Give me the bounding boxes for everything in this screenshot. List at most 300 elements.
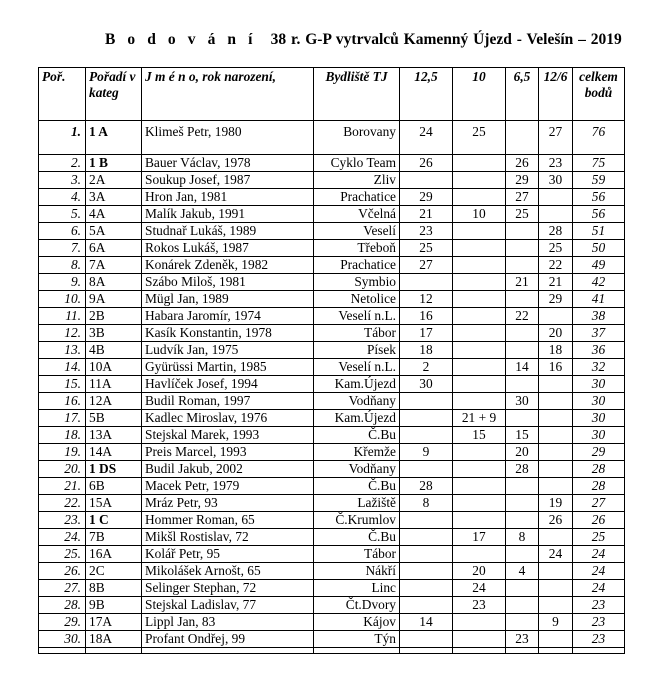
cell-race-6-5: 22 [506,308,539,325]
cell-celkem: 30 [573,427,625,444]
cell-celkem: 28 [573,478,625,495]
table-row [39,240,625,257]
cell-poradi: 9. [39,274,86,291]
cell-race-6-5 [506,512,539,529]
cell-poradi: 30. [39,631,86,648]
cell-poradi: 28. [39,597,86,614]
cell-jmeno: Ludvík Jan, 1975 [142,342,314,359]
cell-race-6-5: 28 [506,461,539,478]
cell-celkem: 30 [573,376,625,393]
cell-race-12-6: 19 [539,495,573,512]
cell-race-6-5: 4 [506,563,539,580]
cell-celkem: 56 [573,189,625,206]
cell-jmeno: Bauer Václav, 1978 [142,155,314,172]
cell-empty [314,648,400,654]
cell-bydliste: Písek [314,342,400,359]
table-row [39,444,625,461]
cell-race-10 [453,495,506,512]
cell-poradi-kat: 14A [86,444,142,461]
cell-celkem: 23 [573,631,625,648]
cell-poradi: 19. [39,444,86,461]
cell-celkem: 29 [573,444,625,461]
cell-poradi-kat: 6B [86,478,142,495]
cell-race-6-5 [506,546,539,563]
cell-poradi: 20. [39,461,86,478]
table-row [39,257,625,274]
cell-race-10: 10 [453,206,506,223]
cell-poradi-kat: 3A [86,189,142,206]
cell-celkem: 23 [573,597,625,614]
cell-race-12-6 [539,461,573,478]
cell-race-6-5: 14 [506,359,539,376]
cell-race-6-5 [506,478,539,495]
cell-poradi-kat: 18A [86,631,142,648]
cell-bydliste: Kam.Újezd [314,376,400,393]
cell-race-10 [453,308,506,325]
cell-celkem: 41 [573,291,625,308]
cell-bydliste: Č.Krumlov [314,512,400,529]
table-row [39,274,625,291]
cell-celkem: 42 [573,274,625,291]
cell-celkem: 24 [573,580,625,597]
cell-race-12-5 [400,427,453,444]
cell-poradi-kat: 1 A [86,121,142,155]
cell-race-12-5: 18 [400,342,453,359]
cell-race-6-5: 25 [506,206,539,223]
cell-celkem: 36 [573,342,625,359]
cell-race-12-5 [400,274,453,291]
cell-empty [400,648,453,654]
table-row [39,155,625,172]
cell-race-12-5 [400,461,453,478]
cell-poradi-kat: 7A [86,257,142,274]
cell-race-6-5 [506,257,539,274]
cell-race-12-5: 14 [400,614,453,631]
cell-jmeno: Konárek Zdeněk, 1982 [142,257,314,274]
cell-race-12-6: 23 [539,155,573,172]
cell-bydliste: Veselí n.L. [314,359,400,376]
cell-jmeno: Mráz Petr, 93 [142,495,314,512]
cell-jmeno: Mikolášek Arnošt, 65 [142,563,314,580]
cell-celkem: 28 [573,461,625,478]
table-row [39,580,625,597]
cell-race-10: 17 [453,529,506,546]
cell-empty [539,648,573,654]
cell-poradi: 2. [39,155,86,172]
cell-race-10 [453,444,506,461]
cell-jmeno: Stejskal Marek, 1993 [142,427,314,444]
cell-race-6-5: 30 [506,393,539,410]
cell-poradi: 5. [39,206,86,223]
cell-race-12-5: 21 [400,206,453,223]
cell-race-12-5 [400,410,453,427]
cell-race-12-6 [539,393,573,410]
cell-poradi: 29. [39,614,86,631]
cell-poradi-kat: 8B [86,580,142,597]
cell-jmeno: Stejskal Ladislav, 77 [142,597,314,614]
cell-poradi: 4. [39,189,86,206]
cell-poradi-kat: 1 B [86,155,142,172]
title-event-name: 38 r. G-P vytrvalců Kamenný Újezd - Velešín – 2019 [270,31,622,48]
cell-race-6-5 [506,614,539,631]
table-row [39,563,625,580]
header-jmeno: J m é n o, rok narození, [142,68,314,121]
cell-celkem: 49 [573,257,625,274]
cell-celkem: 23 [573,614,625,631]
cell-race-12-5: 28 [400,478,453,495]
cell-celkem: 59 [573,172,625,189]
cell-race-10: 24 [453,580,506,597]
cell-race-6-5 [506,495,539,512]
cell-celkem: 27 [573,495,625,512]
cell-race-10 [453,342,506,359]
cell-bydliste: Symbio [314,274,400,291]
cell-race-12-6: 16 [539,359,573,376]
header-race-12-5: 12,5 [400,68,453,121]
cell-race-10 [453,631,506,648]
cell-bydliste: Veselí n.L. [314,308,400,325]
cell-race-6-5: 26 [506,155,539,172]
cell-race-12-5 [400,529,453,546]
cell-bydliste: Linc [314,580,400,597]
cell-jmeno: Havlíček Josef, 1994 [142,376,314,393]
cell-poradi: 22. [39,495,86,512]
header-race-12-6: 12/6 [539,68,573,121]
document-title [105,31,622,49]
cell-race-12-6: 20 [539,325,573,342]
cell-celkem: 24 [573,563,625,580]
cell-race-10 [453,325,506,342]
cell-race-6-5: 23 [506,631,539,648]
cell-poradi-kat: 2A [86,172,142,189]
cell-bydliste: Tábor [314,546,400,563]
cell-poradi: 11. [39,308,86,325]
cell-celkem: 25 [573,529,625,546]
cell-bydliste: Třeboň [314,240,400,257]
cell-race-12-6: 21 [539,274,573,291]
cell-bydliste: Kájov [314,614,400,631]
cell-jmeno: Macek Petr, 1979 [142,478,314,495]
header-poradi-kat: Pořadí v kateg [86,68,142,121]
cell-race-12-6 [539,597,573,614]
cell-race-10 [453,240,506,257]
cell-race-10 [453,546,506,563]
cell-race-6-5 [506,410,539,427]
cell-poradi: 1. [39,121,86,155]
cell-bydliste: Prachatice [314,189,400,206]
cell-poradi: 13. [39,342,86,359]
cell-poradi: 7. [39,240,86,257]
cell-race-12-6: 28 [539,223,573,240]
cell-celkem: 50 [573,240,625,257]
cell-race-6-5: 8 [506,529,539,546]
cell-race-12-6 [539,189,573,206]
cell-race-6-5 [506,325,539,342]
cell-jmeno: Habara Jaromír, 1974 [142,308,314,325]
cell-race-10: 15 [453,427,506,444]
cell-race-6-5: 20 [506,444,539,461]
cell-race-6-5 [506,240,539,257]
table-row [39,189,625,206]
cell-jmeno: Rokos Lukáš, 1987 [142,240,314,257]
cell-poradi-kat: 15A [86,495,142,512]
cell-poradi: 3. [39,172,86,189]
cell-celkem: 26 [573,512,625,529]
cell-race-12-5: 8 [400,495,453,512]
table-row [39,427,625,444]
cell-poradi: 18. [39,427,86,444]
table-row [39,410,625,427]
title-scoring-word: B o d o v á n í [105,31,257,48]
cell-race-6-5: 21 [506,274,539,291]
cell-poradi: 14. [39,359,86,376]
cell-race-12-6: 26 [539,512,573,529]
cell-jmeno: Studnař Lukáš, 1989 [142,223,314,240]
cell-bydliste: Č.Bu [314,478,400,495]
cell-race-12-6 [539,444,573,461]
cell-race-12-5 [400,597,453,614]
cell-bydliste: Netolice [314,291,400,308]
cell-race-6-5 [506,223,539,240]
cell-poradi-kat: 5B [86,410,142,427]
cell-race-10 [453,223,506,240]
cell-poradi: 12. [39,325,86,342]
table-row [39,308,625,325]
table-row [39,206,625,223]
table-row [39,631,625,648]
cell-poradi-kat: 13A [86,427,142,444]
cell-race-12-6: 25 [539,240,573,257]
cell-race-10 [453,512,506,529]
cell-race-10 [453,257,506,274]
cell-race-6-5 [506,597,539,614]
cell-jmeno: Szábo Miloš, 1981 [142,274,314,291]
results-table [38,67,625,654]
cell-empty [86,648,142,654]
cell-bydliste: Cyklo Team [314,155,400,172]
header-poradi: Poř. [39,68,86,121]
cell-race-12-5: 23 [400,223,453,240]
cell-bydliste: Nákří [314,563,400,580]
table-row [39,546,625,563]
cell-poradi-kat: 9A [86,291,142,308]
cell-jmeno: Profant Ondřej, 99 [142,631,314,648]
cell-race-10 [453,291,506,308]
cell-race-12-5: 25 [400,240,453,257]
cell-poradi-kat: 17A [86,614,142,631]
cell-poradi-kat: 1 C [86,512,142,529]
table-row [39,597,625,614]
cell-race-12-5: 2 [400,359,453,376]
cell-bydliste: Č.Bu [314,529,400,546]
cell-race-12-6 [539,376,573,393]
cell-celkem: 30 [573,410,625,427]
cell-race-6-5 [506,376,539,393]
cell-race-6-5 [506,291,539,308]
cell-race-12-5: 29 [400,189,453,206]
cell-jmeno: Gyürüssi Martin, 1985 [142,359,314,376]
cell-race-12-5: 9 [400,444,453,461]
cell-poradi-kat: 1 DS [86,461,142,478]
cell-jmeno: Malík Jakub, 1991 [142,206,314,223]
cell-jmeno: Preis Marcel, 1993 [142,444,314,461]
results-body [39,121,625,654]
header-celkem: celkem bodů [573,68,625,121]
cell-poradi: 26. [39,563,86,580]
table-row [39,512,625,529]
cell-race-6-5: 29 [506,172,539,189]
cell-poradi: 23. [39,512,86,529]
cell-race-6-5: 15 [506,427,539,444]
cell-race-12-6 [539,308,573,325]
table-row [39,529,625,546]
cell-poradi: 8. [39,257,86,274]
cell-empty [142,648,314,654]
cell-bydliste: Lažiště [314,495,400,512]
cell-race-12-5 [400,546,453,563]
cell-poradi-kat: 4B [86,342,142,359]
cell-poradi-kat: 8A [86,274,142,291]
cell-race-10 [453,461,506,478]
cell-race-12-5: 12 [400,291,453,308]
cell-race-10 [453,614,506,631]
cell-race-12-6: 18 [539,342,573,359]
cell-race-12-6 [539,563,573,580]
cell-race-12-6: 9 [539,614,573,631]
cell-poradi-kat: 3B [86,325,142,342]
cell-race-12-6: 27 [539,121,573,155]
header-bydliste: Bydliště TJ [314,68,400,121]
cell-race-10 [453,359,506,376]
cell-jmeno: Budil Roman, 1997 [142,393,314,410]
cell-poradi: 15. [39,376,86,393]
cell-race-12-5: 30 [400,376,453,393]
cell-celkem: 38 [573,308,625,325]
cell-poradi: 17. [39,410,86,427]
table-header-row [39,68,625,121]
cell-race-10 [453,155,506,172]
cell-race-10 [453,376,506,393]
cell-celkem: 32 [573,359,625,376]
cell-jmeno: Lippl Jan, 83 [142,614,314,631]
cell-celkem: 24 [573,546,625,563]
cell-jmeno: Budil Jakub, 2002 [142,461,314,478]
cell-jmeno: Hommer Roman, 65 [142,512,314,529]
cell-race-10: 25 [453,121,506,155]
cell-race-10: 20 [453,563,506,580]
table-row-cropped [39,648,625,654]
cell-jmeno: Mügl Jan, 1989 [142,291,314,308]
cell-bydliste: Křemže [314,444,400,461]
cell-race-12-5: 17 [400,325,453,342]
cell-jmeno: Mikšl Rostislav, 72 [142,529,314,546]
cell-bydliste: Č.Bu [314,427,400,444]
cell-poradi-kat: 11A [86,376,142,393]
cell-race-10 [453,189,506,206]
table-row [39,376,625,393]
cell-jmeno: Klimeš Petr, 1980 [142,121,314,155]
cell-race-12-6 [539,580,573,597]
cell-race-10 [453,393,506,410]
cell-celkem: 56 [573,206,625,223]
cell-race-12-6: 29 [539,291,573,308]
cell-race-12-5: 27 [400,257,453,274]
cell-race-6-5 [506,580,539,597]
table-row [39,291,625,308]
cell-jmeno: Kolář Petr, 95 [142,546,314,563]
cell-poradi: 10. [39,291,86,308]
cell-race-6-5 [506,342,539,359]
cell-poradi: 24. [39,529,86,546]
cell-poradi-kat: 6A [86,240,142,257]
cell-poradi: 21. [39,478,86,495]
cell-bydliste: Borovany [314,121,400,155]
cell-empty [506,648,539,654]
cell-celkem: 51 [573,223,625,240]
cell-race-6-5: 27 [506,189,539,206]
cell-jmeno: Soukup Josef, 1987 [142,172,314,189]
cell-jmeno: Selinger Stephan, 72 [142,580,314,597]
cell-celkem: 30 [573,393,625,410]
cell-bydliste: Vodňany [314,393,400,410]
cell-poradi: 16. [39,393,86,410]
cell-poradi-kat: 10A [86,359,142,376]
cell-jmeno: Hron Jan, 1981 [142,189,314,206]
cell-race-12-6: 24 [539,546,573,563]
cell-bydliste: Vodňany [314,461,400,478]
table-row [39,461,625,478]
cell-poradi-kat: 5A [86,223,142,240]
cell-jmeno: Kasík Konstantin, 1978 [142,325,314,342]
cell-poradi-kat: 2B [86,308,142,325]
table-row [39,121,625,155]
cell-poradi: 25. [39,546,86,563]
cell-bydliste: Kam.Újezd [314,410,400,427]
table-row [39,393,625,410]
cell-race-12-6: 22 [539,257,573,274]
cell-race-10 [453,478,506,495]
table-row [39,478,625,495]
cell-bydliste: Tábor [314,325,400,342]
cell-empty [39,648,86,654]
cell-poradi-kat: 7B [86,529,142,546]
cell-celkem: 76 [573,121,625,155]
cell-empty [453,648,506,654]
cell-race-12-5 [400,512,453,529]
cell-race-12-6 [539,206,573,223]
cell-race-12-5: 24 [400,121,453,155]
table-row [39,614,625,631]
table-row [39,359,625,376]
cell-race-12-5 [400,393,453,410]
cell-race-12-5 [400,172,453,189]
cell-empty [573,648,625,654]
cell-race-12-6 [539,529,573,546]
cell-race-10: 23 [453,597,506,614]
cell-bydliste: Týn [314,631,400,648]
cell-jmeno: Kadlec Miroslav, 1976 [142,410,314,427]
cell-race-6-5 [506,121,539,155]
cell-bydliste: Veselí [314,223,400,240]
cell-bydliste: Čt.Dvory [314,597,400,614]
table-row [39,495,625,512]
table-row [39,223,625,240]
cell-race-12-6 [539,478,573,495]
cell-celkem: 37 [573,325,625,342]
cell-race-12-5 [400,631,453,648]
cell-race-12-5 [400,580,453,597]
cell-race-12-5: 16 [400,308,453,325]
